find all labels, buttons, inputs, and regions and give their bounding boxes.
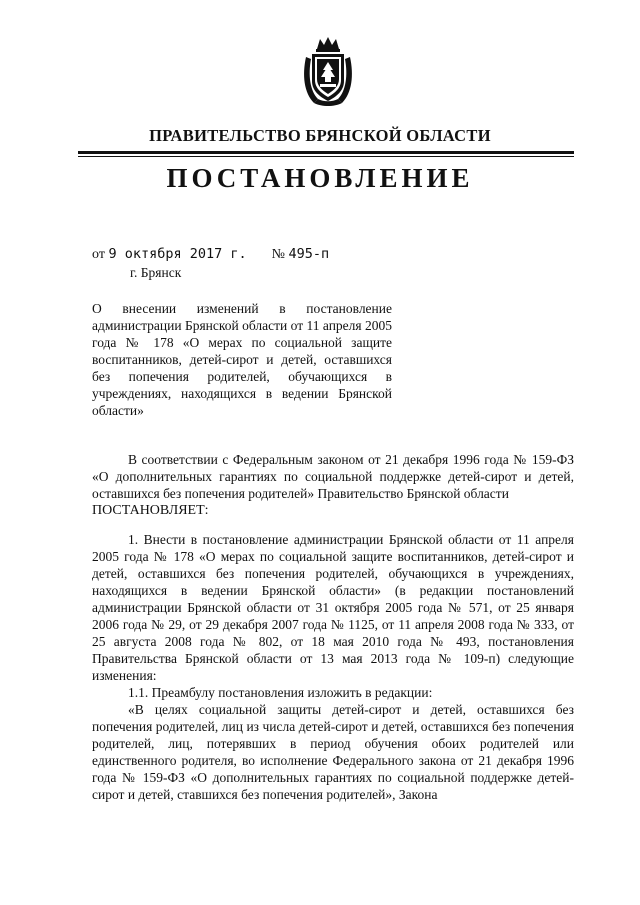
document-type-title: ПОСТАНОВЛЕНИЕ [166, 163, 474, 193]
government-name: ПРАВИТЕЛЬСТВО БРЯНСКОЙ ОБЛАСТИ [149, 126, 491, 145]
number-prefix: № [271, 247, 285, 262]
preamble-paragraph: В соответствии с Федеральным законом от 21 декабря 1996 года № 159-ФЗ «О дополнительных гарантиях по социальной поддержке детей-сирот и детей, оставшихся без попечения родителей» Правительство Брянской области [92, 452, 574, 501]
decree-word: ПОСТАНОВЛЯЕТ: [92, 503, 209, 518]
quoted-preamble-paragraph: «В целях социальной защиты детей-сирот и детей, оставшихся без попечения родителей, лиц из числа детей-сирот и детей, оставшихся без попечения родителей, лиц, потерявших в период обучения обоих родителей или единственного родителя, во исполнение Федерального закона от 21 декабря 1996 года № 159-ФЗ «О дополнительных гарантиях по социальной поддержке детей-сирот и детей, ставшихся без попечения родителей», Закона [92, 702, 574, 802]
date-prefix: от [92, 247, 105, 262]
document-body [92, 451, 574, 803]
item-1-paragraph: 1. Внести в постановление администрации Брянской области от 11 апреля 2005 года № 178 «О мерах по социальной защите воспитанников, детей-сирот и детей, оставшихся без попечения родителей, обучающихся в учреждениях, находящихся в ведении Брянской области» (в редакции постановлений администрации Брянской области от 31 октября 2005 года № 571, от 25 января 2006 года № 29, от 29 декабря 2007 года № 1125, от 11 апреля 2008 года № 333, от 25 августа 2008 года № 802, от 18 мая 2010 года № 493, постановления Правительства Брянской области от 13 мая 2013 года № 109-п) следующие изменения: [92, 532, 574, 683]
item-1-1-paragraph: 1.1. Преамбулу постановления изложить в редакции: [128, 685, 433, 700]
city: г. Брянск [130, 265, 182, 280]
document-subject: О внесении изменений в постановление администрации Брянской области от 11 апреля 2005 года № 178 «О мерах по социальной защите воспитанников, детей-сирот и детей, оставшихся без попечения родителей, обучающихся в учреждениях, находящихся в ведении Брянской области» [92, 301, 392, 418]
document-number: 495-п [288, 246, 330, 262]
date-number-line [92, 246, 329, 263]
document-date: 9 октября 2017 г. [108, 246, 247, 262]
header-divider-thick [78, 151, 574, 154]
coat-of-arms-icon [300, 35, 356, 107]
header-divider-thin [78, 156, 574, 157]
